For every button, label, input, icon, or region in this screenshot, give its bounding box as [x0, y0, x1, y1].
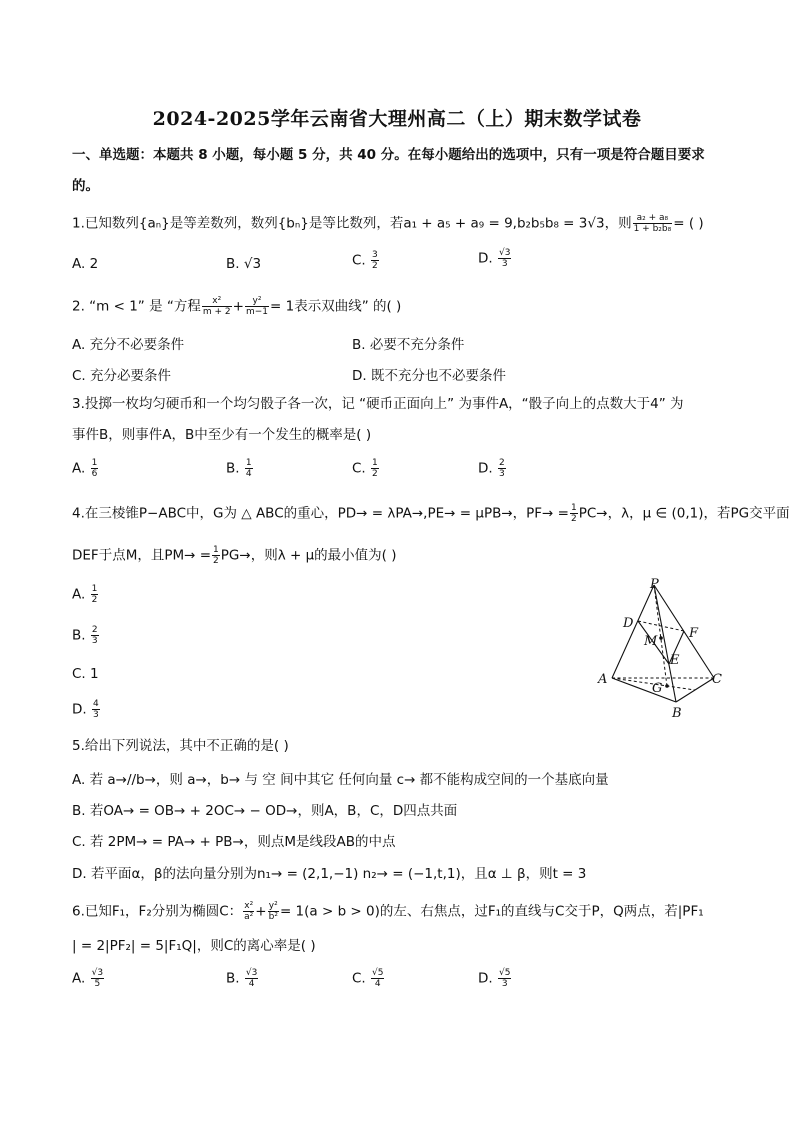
q3-c-den: 2	[372, 469, 378, 479]
q5-option-a: A. 若 a→//b→，则 a→，b→ 与 空 间中其它 任何向量 c→ 都不能构成空间的一个基底向量	[72, 772, 609, 788]
q2-option-c: C. 充分必要条件	[72, 368, 172, 384]
q6-frac1	[243, 901, 254, 922]
q4-line1b: PC→，λ，μ ∈ (0,1)，若PG交平面	[578, 505, 790, 522]
q4-a-label: A.	[72, 586, 86, 603]
q4-l2-num: 1	[213, 545, 219, 555]
q2-option-a: A. 充分不必要条件	[72, 337, 185, 353]
q1-option-c-frac	[371, 250, 379, 271]
q2-pre: 2. “m < 1” 是 “方程	[72, 298, 201, 315]
q3-b-den: 4	[245, 469, 252, 479]
q3-b-num: 1	[245, 458, 252, 468]
q3-option-d	[478, 458, 507, 479]
q6-plus: +	[255, 903, 267, 920]
q5-option-d: D. 若平面α，β的法向量分别为n₁→ = (2,1,−1) n₂→ = (−1,t,1)，且α ⊥ β，则t = 3	[72, 866, 587, 882]
label-c: C	[712, 672, 722, 687]
q2-option-d: D. 既不充分也不必要条件	[352, 368, 506, 384]
page-title: 2024-2025学年云南省大理州高二（上）期末数学试卷	[152, 108, 642, 130]
q6-a-frac	[91, 968, 104, 989]
q1-stem	[72, 213, 704, 234]
label-a: A	[598, 672, 608, 687]
q1-d-num: √3	[498, 248, 511, 258]
q3-c-label: C.	[352, 460, 366, 477]
q1-fraction	[633, 213, 673, 234]
q1-option-d-frac	[498, 248, 511, 269]
q1-option-c	[352, 250, 380, 271]
q6-a-den: 5	[94, 979, 101, 989]
q3-stem-line2: 事件B，则事件A，B中至少有一个发生的概率是( )	[72, 427, 372, 443]
q2-f1-num: x²	[202, 296, 232, 307]
edge-ab	[612, 678, 676, 702]
q1-option-a: A. 2	[72, 256, 99, 272]
label-p: P	[650, 577, 659, 592]
q1-option-d-label: D.	[478, 250, 493, 267]
q6-line1a: 6.已知F₁，F₂分别为椭圆C：	[72, 903, 243, 920]
q4-line2a: DEF于点M，且PM→ =	[72, 547, 212, 564]
q2-plus: +	[232, 298, 244, 315]
q4-a-num: 1	[91, 584, 98, 594]
q2-stem	[72, 296, 401, 317]
q1-frac-num: a₂ + a₈	[633, 213, 673, 224]
q5-stem: 5.给出下列说法，其中不正确的是( )	[72, 738, 289, 754]
q6-b-num: √3	[245, 968, 258, 978]
q5-option-c: C. 若 2PM→ = PA→ + PB→，则点M是线段AB的中点	[72, 834, 396, 850]
q4-line1a: 4.在三棱锥P−ABC中，G为 △ ABC的重心，PD→ = λPA→,PE→ = μPB→，PF→ =	[72, 505, 569, 522]
q6-b-den: 4	[248, 979, 255, 989]
q1-c-num: 3	[372, 250, 378, 260]
q1-d-den: 3	[501, 259, 508, 269]
q4-l2-den: 2	[213, 556, 219, 566]
q3-stem-line1: 3.投掷一枚均匀硬币和一个均匀骰子各一次，记 “硬币正面向上” 为事件A，“骰子向上的点数大于4” 为	[72, 396, 684, 412]
q4-option-b	[72, 625, 100, 646]
q1-option-d	[478, 248, 512, 269]
label-d: D	[623, 616, 634, 631]
section-header-cont: 的。	[72, 178, 99, 194]
q3-b-label: B.	[226, 460, 240, 477]
q4-line2b: PG→，则λ + μ的最小值为( )	[220, 547, 397, 564]
q4-d-label: D.	[72, 701, 87, 718]
q3-a-num: 1	[91, 458, 98, 468]
q4-line1-frac	[570, 503, 578, 524]
q1-frac-den: 1 + b₂b₈	[633, 224, 672, 234]
q3-d-num: 2	[498, 458, 505, 468]
q6-d-num: √5	[498, 968, 511, 978]
q6-stem-line1	[72, 901, 704, 922]
q6-b-frac	[245, 968, 258, 989]
q2-post: = 1表示双曲线” 的( )	[270, 298, 402, 315]
q1-option-c-label: C.	[352, 252, 366, 269]
label-b: B	[672, 706, 682, 721]
q2-f2-num: y²	[245, 296, 269, 307]
q4-d-frac	[92, 699, 100, 720]
label-g: G	[652, 681, 663, 696]
q3-c-num: 1	[372, 458, 378, 468]
label-e: E	[670, 653, 680, 668]
q6-option-c	[352, 968, 385, 989]
q4-b-num: 2	[91, 625, 98, 635]
q1-tail: = ( )	[673, 215, 704, 232]
q4-b-frac	[91, 625, 99, 646]
q6-option-a	[72, 968, 105, 989]
q6-f2-num: y²	[268, 901, 278, 911]
q3-d-den: 3	[498, 469, 505, 479]
q4-l1-num: 1	[570, 503, 577, 513]
q6-f1-num: x²	[244, 901, 254, 911]
point-g	[665, 684, 669, 688]
q6-c-den: 4	[374, 979, 381, 989]
q4-stem-line2	[72, 545, 397, 566]
q3-a-frac	[91, 458, 99, 479]
edge-pa	[612, 585, 654, 678]
q6-a-label: A.	[72, 970, 86, 987]
q4-b-den: 3	[91, 636, 98, 646]
q6-d-frac	[498, 968, 511, 989]
q4-stem-line1	[72, 503, 790, 524]
q2-frac2	[245, 296, 269, 317]
q3-d-label: D.	[478, 460, 493, 477]
q6-c-frac	[371, 968, 384, 989]
q6-f1-den: a²	[244, 912, 254, 922]
q2-frac1	[202, 296, 232, 317]
point-m	[659, 636, 663, 640]
q3-option-c	[352, 458, 380, 479]
q3-c-frac	[371, 458, 379, 479]
q6-c-num: √5	[372, 968, 384, 978]
q6-line1b: = 1(a > b > 0)的左、右焦点，过F₁的直线与C交于P，Q两点，若|PF₁	[279, 903, 704, 920]
label-m: M	[644, 634, 658, 649]
q4-option-a	[72, 584, 99, 605]
q3-b-frac	[245, 458, 253, 479]
q4-a-den: 2	[91, 595, 98, 605]
q3-a-den: 6	[91, 469, 98, 479]
q6-a-num: √3	[91, 968, 104, 978]
q4-a-frac	[91, 584, 99, 605]
section-header: 一、单选题：本题共 8 小题，每小题 5 分，共 40 分。在每小题给出的选项中，只有一项是符合题目要求	[72, 147, 705, 163]
q6-c-label: C.	[352, 970, 366, 987]
label-f: F	[689, 626, 699, 641]
q4-d-den: 3	[92, 710, 99, 720]
q4-l1-den: 2	[570, 514, 577, 524]
q5-option-b: B. 若OA→ = OB→ + 2OC→ − OD→，则A，B，C，D四点共面	[72, 803, 458, 819]
q6-frac2	[268, 901, 279, 922]
q3-a-label: A.	[72, 460, 86, 477]
q2-option-b: B. 必要不充分条件	[352, 337, 465, 353]
q2-f2-den: m−1	[245, 307, 268, 317]
q3-d-frac	[498, 458, 506, 479]
q2-f1-den: m + 2	[202, 307, 231, 317]
q3-option-b	[226, 458, 254, 479]
q4-b-label: B.	[72, 627, 86, 644]
q6-d-label: D.	[478, 970, 493, 987]
q4-option-c: C. 1	[72, 666, 99, 682]
q6-option-b	[226, 968, 259, 989]
q3-option-a	[72, 458, 99, 479]
q4-option-d	[72, 699, 101, 720]
q6-option-d	[478, 968, 512, 989]
q4-d-num: 4	[92, 699, 99, 709]
pyramid-figure	[590, 575, 740, 725]
q1-c-den: 2	[372, 261, 378, 271]
q6-f2-den: b²	[268, 912, 278, 922]
q6-stem-line2: | = 2|PF₂| = 5|F₁Q|，则C的离心率是( )	[72, 938, 316, 954]
q6-b-label: B.	[226, 970, 240, 987]
q6-d-den: 3	[501, 979, 508, 989]
q4-line2-frac	[212, 545, 220, 566]
q1-option-b: B. √3	[226, 256, 262, 272]
q1-stem-text: 1.已知数列{aₙ}是等差数列，数列{bₙ}是等比数列，若a₁ + a₅ + a₉ = 9,b₂b₅b₈ = 3√3，则	[72, 215, 632, 232]
